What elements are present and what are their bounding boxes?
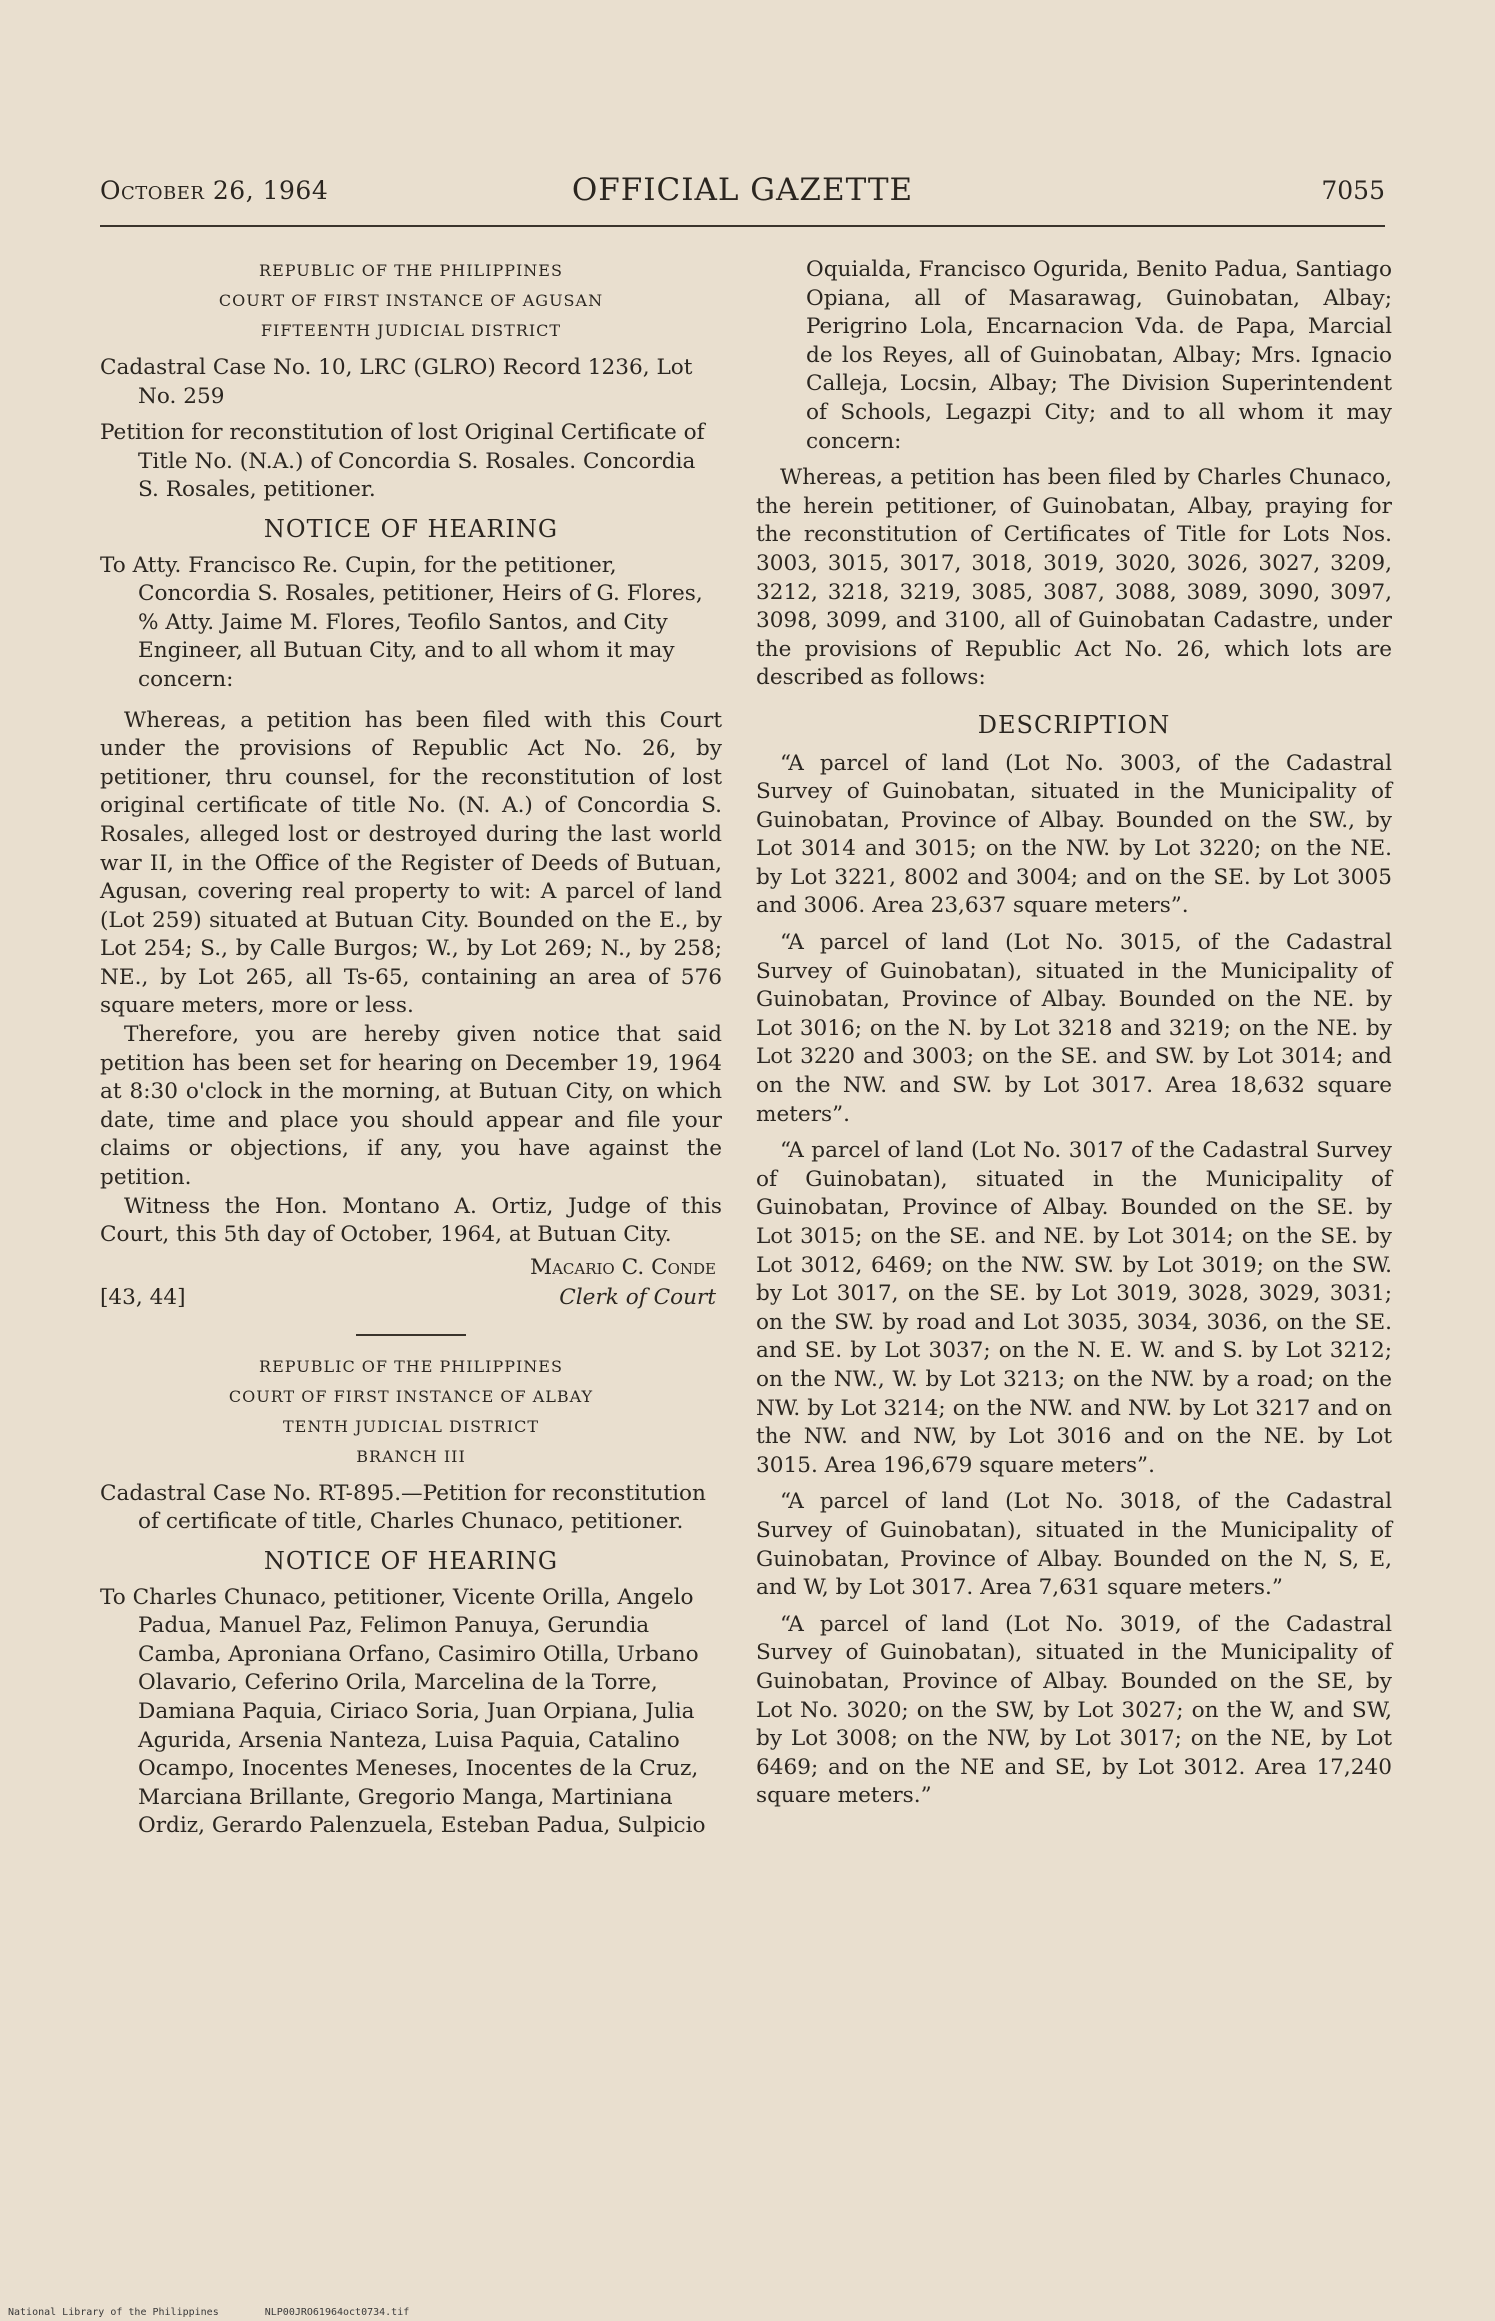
reference-number: [43, 44] (100, 1284, 186, 1310)
court-line: REPUBLIC OF THE PHILIPPINES (259, 261, 563, 280)
page-header (100, 172, 1385, 216)
scan-footer (8, 2307, 449, 2318)
addressees-continued: Oquialda, Francisco Ogurida, Benito Padua, Santiago Opiana, all of Masarawag, Guinobatan, Albay; Perigrino Lola, Encarnacion Vda. de Papa, Marcial de los Reyes, all of Guinobatan, Albay; Mrs. Ignacio Calleja, Locsin, Albay; The Division Superintendent of Schools, Legazpi City; and to all whom it may concern: (806, 257, 1392, 454)
lot-description: “A parcel of land (Lot No. 3018, of the Cadastral Survey of Guinobatan), situated in the Municipality of Guinobatan, Province of Albay. Bounded on the N, S, E, and W, by Lot 3017. Area 7,631 square meters.” (756, 1489, 1392, 1601)
court-line: REPUBLIC OF THE PHILIPPINES (259, 1356, 563, 1376)
court-line: BRANCH III (356, 1446, 466, 1466)
lot-description: “A parcel of land (Lot No. 3019, of the Cadastral Survey of Guinobatan), situated in the Municipality of Guinobatan, Province of Albay. Bounded on the SE, by Lot No. 3020; on the SW, by Lot 3027; on the W, and SW, by Lot 3008; on the NW, by Lot 3017; on the NE, by Lot 6469; and on the NE and SE, by Lot 3012. Area 17,240 square meters.” (756, 1611, 1392, 1809)
footer-library: National Library of the Philippines (8, 2307, 219, 2318)
addressees: To Charles Chunaco, petitioner, Vicente Orilla, Angelo Padua, Manuel Paz, Felimon Panuya, Gerundia Camba, Aproniana Orfano, Casimiro Otilla, Urbano Olavario, Ceferino Orila, Marcelina de la Torre, Damiana Paquia, Ciriaco Soria, Juan Orpiana, Julia Agurida, Arsenia Nanteza, Luisa Paquia, Catalino Ocampo, Inocentes Meneses, Inocentes de la Cruz, Marciana Brillante, Gregorio Manga, Martiniana Ordiz, Gerardo Palenzuela, Esteban Padua, Sulpicio (100, 1584, 706, 1839)
court-line: COURT OF FIRST INSTANCE OF AGUSAN (218, 291, 604, 310)
paragraph: Therefore, you are hereby given notice that said petition has been set for hearing on December 19, 1964 at 8:30 o'clock in the morning, at Butuan City, on which date, time and place you should appear and file your claims or objections, if any, you have against the petition. (100, 1022, 722, 1191)
signature-block (100, 1254, 722, 1314)
header-rule (100, 225, 1385, 227)
header-date: October 26, 1964 (100, 176, 329, 205)
court-line: FIFTEENTH JUDICIAL DISTRICT (260, 321, 562, 340)
lot-description: “A parcel of land (Lot No. 3003, of the Cadastral Survey of Guinobatan, situated in the Municipality of Guinobatan, Province of Albay. Bounded on the SW., by Lot 3014 and 3015; on the NW. by Lot 3220; on the NE. by Lot 3221, 8002 and 3004; and on the SE. by Lot 3005 and 3006. Area 23,637 square meters”. (756, 750, 1392, 919)
lot-description: “A parcel of land (Lot No. 3017 of the Cadastral Survey of Guinobatan), situated in the Municipality of Guinobatan, Province of Albay. Bounded on the SE. by Lot 3015; on the SE. and NE. by Lot 3014; on the SE. by Lot 3012, 6469; on the NW. SW. by Lot 3019; on the SW. by Lot 3017, on the SE. by Lot 3019, 3028, 3029, 3031; on the SW. by road and Lot 3035, 3034, 3036, on the SE. and SE. by Lot 3037; on the N. E. W. and S. by Lot 3212; on the NW., W. by Lot 3213; on the NW. by a road; on the NW. by Lot 3214; on the NW. and NW. by Lot 3217 and on the NW. and NW, by Lot 3016 and on the NE. by Lot 3015. Area 196,679 square meters”. (756, 1138, 1392, 1478)
court-heading-albay (100, 1352, 722, 1472)
signatory-name: Macario C. Conde (529, 1254, 716, 1280)
petition-title: Cadastral Case No. RT-895.—Petition for reconstitution of certificate of title, Charles Chunaco, petitioner. (100, 1480, 706, 1535)
court-heading-agusan (100, 256, 722, 346)
paragraph: Whereas, a petition has been filed by Charles Chunaco, the herein petitioner, of Guinobatan, Albay, praying for the reconstitution of Certificates of Title for Lots Nos. 3003, 3015, 3017, 3018, 3019, 3020, 3026, 3027, 3209, 3212, 3218, 3219, 3085, 3087, 3088, 3089, 3090, 3097, 3098, 3099, and 3100, all of Guinobatan Cadastre, under the provisions of Republic Act No. 26, which lots are described as follows: (756, 465, 1392, 691)
section-divider (356, 1334, 466, 1336)
court-line: TENTH JUDICIAL DISTRICT (283, 1416, 539, 1436)
notice-heading: NOTICE OF HEARING (263, 1547, 559, 1575)
description-heading: DESCRIPTION (977, 710, 1171, 739)
court-line: COURT OF FIRST INSTANCE OF ALBAY (228, 1386, 594, 1406)
right-column (756, 256, 1392, 1811)
header-page-number: 7055 (1321, 176, 1385, 205)
footer-file: NLP00JRO61964oct0734.tif (264, 2307, 410, 2318)
lot-description: “A parcel of land (Lot No. 3015, of the Cadastral Survey of Guinobatan), situated in the Municipality of Guinobatan, Province of Albay. Bounded on the NE. by Lot 3016; on the N. by Lot 3218 and 3219; on the NE. by Lot 3220 and 3003; on the SE. and SW. by Lot 3014; and on the NW. and SW. by Lot 3017. Area 18,632 square meters”. (756, 930, 1392, 1127)
paragraph: Whereas, a petition has been filed with this Court under the provisions of Republic Act No. 26, by petitioner, thru counsel, for the reconstitution of lost original certificate of title No. (N. A.) of Concordia S. Rosales, alleged lost or destroyed during the last world war II, in the Office of the Register of Deeds of Butuan, Agusan, covering real property to wit: A parcel of land (Lot 259) situated at Butuan City. Bounded on the E., by Lot 254; S., by Calle Burgos; W., by Lot 269; N., by 258; NE., by Lot 265, all Ts-65, containing an area of 576 square meters, more or less. (100, 707, 722, 1019)
signatory-title: Clerk of Court (559, 1284, 716, 1310)
left-column (100, 256, 722, 1849)
notice-heading: NOTICE OF HEARING (263, 514, 559, 543)
paragraph: Witness the Hon. Montano A. Ortiz, Judge of this Court, this 5th day of October, 1964, at Butuan City. (100, 1193, 722, 1248)
addressees: To Atty. Francisco Re. Cupin, for the petitioner, Concordia S. Rosales, petitioner, Heirs of G. Flores, % Atty. Jaime M. Flores, Teofilo Santos, and City Engineer, all Butuan City, and to all whom it may concern: (100, 552, 703, 692)
case-title: Cadastral Case No. 10, LRC (GLRO) Record 1236, Lot No. 259 (100, 355, 693, 409)
header-title: OFFICIAL GAZETTE (571, 172, 914, 208)
petition-title: Petition for reconstitution of lost Original Certificate of Title No. (N.A.) of Concordia S. Rosales. Concordia S. Rosales, petitioner. (100, 420, 705, 503)
